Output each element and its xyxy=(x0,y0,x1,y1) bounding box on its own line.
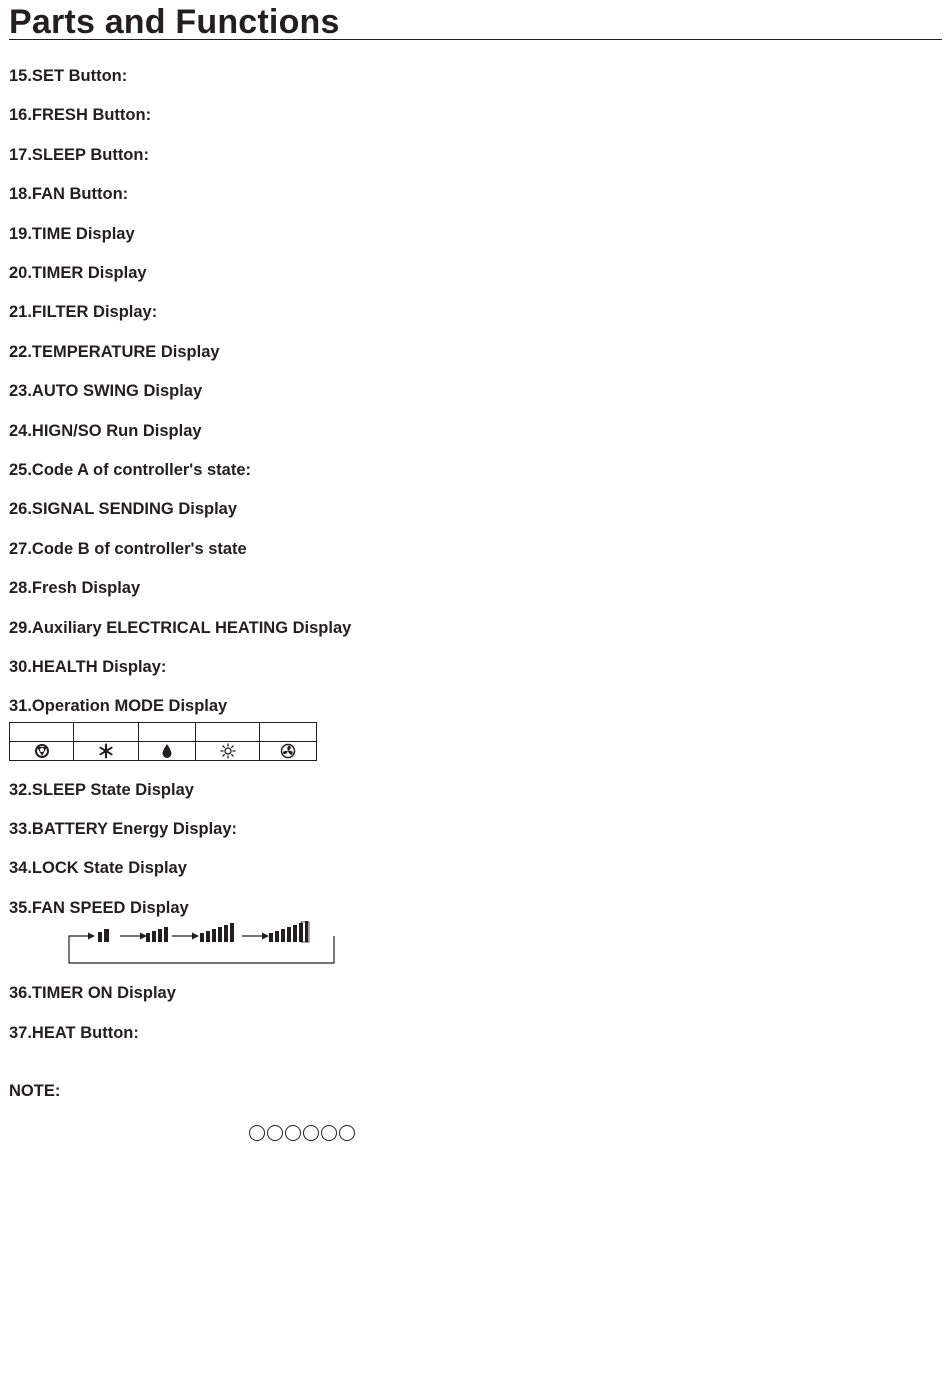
item-aux-heating-display: 29.Auxiliary ELECTRICAL HEATING Display xyxy=(9,619,352,637)
item-heat-button: 37.HEAT Button: xyxy=(9,1024,139,1042)
item-sleep-state-display: 32.SLEEP State Display xyxy=(9,781,194,799)
mode-cell-auto-label xyxy=(10,723,74,742)
fan-mode-icon xyxy=(280,743,296,759)
item-operation-mode-display: 31.Operation MODE Display xyxy=(9,697,228,715)
item-timer-display: 20.TIMER Display xyxy=(9,264,147,282)
item-auto-swing-display: 23.AUTO SWING Display xyxy=(9,382,203,400)
operation-mode-table xyxy=(9,722,317,761)
mode-cell-fan-label xyxy=(260,723,317,742)
mode-cell-heat-label xyxy=(196,723,260,742)
item-fan-button: 18.FAN Button: xyxy=(9,185,129,203)
fan-speed-cycle-diagram xyxy=(60,920,350,968)
heat-mode-icon xyxy=(220,743,236,759)
item-fresh-button: 16.FRESH Button: xyxy=(9,106,152,124)
blank-circle-icon xyxy=(303,1125,319,1141)
mode-cell-dry xyxy=(139,742,196,761)
arrow-right-icon xyxy=(192,933,199,940)
mode-cell-cool-label xyxy=(74,723,139,742)
item-timer-on-display: 36.TIMER ON Display xyxy=(9,984,176,1002)
dry-mode-icon xyxy=(159,743,175,759)
title-underline xyxy=(9,39,942,40)
mode-cell-heat xyxy=(196,742,260,761)
blank-circle-icon xyxy=(267,1125,283,1141)
auto-speed-bars-icon xyxy=(269,921,309,942)
blank-circle-icon xyxy=(339,1125,355,1141)
blank-circle-icon xyxy=(321,1125,337,1141)
blank-circle-icon xyxy=(285,1125,301,1141)
note-label: NOTE: xyxy=(9,1082,61,1100)
mode-cell-auto xyxy=(10,742,74,761)
mode-cell-fan xyxy=(260,742,317,761)
item-signal-sending-display: 26.SIGNAL SENDING Display xyxy=(9,500,238,518)
blank-circle-row xyxy=(249,1125,355,1143)
low-speed-bars-icon xyxy=(98,929,109,942)
auto-mode-icon xyxy=(34,743,50,759)
arrow-right-icon xyxy=(262,933,269,940)
item-hign-so-run-display: 24.HIGN/SO Run Display xyxy=(9,422,202,440)
item-sleep-button: 17.SLEEP Button: xyxy=(9,146,149,164)
item-filter-display: 21.FILTER Display: xyxy=(9,303,158,321)
mode-cell-cool xyxy=(74,742,139,761)
item-fan-speed-display: 35.FAN SPEED Display xyxy=(9,899,189,917)
item-health-display: 30.HEALTH Display: xyxy=(9,658,167,676)
arrow-right-icon xyxy=(140,933,147,940)
cool-mode-icon xyxy=(98,743,114,759)
mode-cell-dry-label xyxy=(139,723,196,742)
page-title: Parts and Functions xyxy=(9,3,340,41)
blank-circle-icon xyxy=(249,1125,265,1141)
high-speed-bars-icon xyxy=(200,923,234,942)
item-set-button: 15.SET Button: xyxy=(9,67,128,85)
item-code-b-state: 27.Code B of controller's state xyxy=(9,540,247,558)
item-time-display: 19.TIME Display xyxy=(9,225,135,243)
item-code-a-state: 25.Code A of controller's state: xyxy=(9,461,251,479)
arrow-right-icon xyxy=(88,933,95,940)
item-battery-energy-display: 33.BATTERY Energy Display: xyxy=(9,820,238,838)
item-temperature-display: 22.TEMPERATURE Display xyxy=(9,343,220,361)
item-lock-state-display: 34.LOCK State Display xyxy=(9,859,187,877)
medium-speed-bars-icon xyxy=(146,927,168,942)
item-fresh-display: 28.Fresh Display xyxy=(9,579,141,597)
